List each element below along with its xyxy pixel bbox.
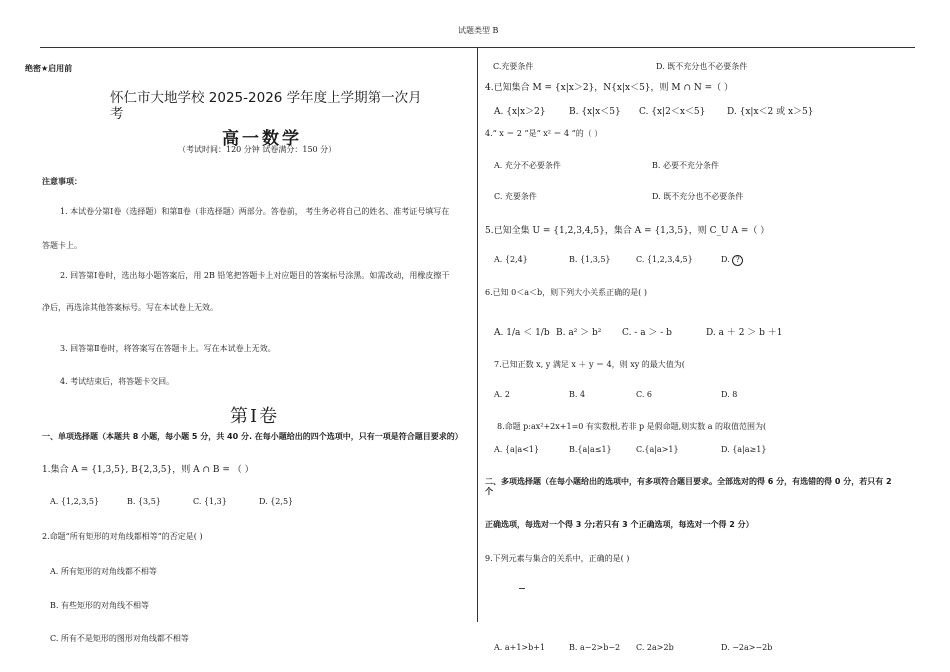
q2-option-c: C. 所有不是矩形的图形对角线都不相等 (50, 634, 189, 643)
q7-option-c: C. 6 (636, 390, 653, 399)
q3-option-d: D. 既不充分也不必要条件 (656, 62, 748, 71)
q5-option-a: A. {2,4} (494, 255, 528, 264)
q9-option-b: B. a−2>b−2 (569, 643, 621, 652)
question-1: 1.集合 A = {1,3,5}, B{2,3,5}，则 A ∩ B = （ ） (42, 465, 254, 475)
note-1b: 答题卡上。 (42, 241, 82, 250)
q4b-option-c: C. 充要条件 (494, 192, 537, 201)
q8-option-c: C.{a|a>1} (636, 445, 679, 454)
note-3: 3. 回答第Ⅱ卷时，将答案写在答题卡上。写在本试卷上无效。 (60, 344, 276, 353)
note-4: 4. 考试结束后，将答题卡交回。 (60, 377, 175, 386)
q7-option-a: A. 2 (494, 390, 510, 399)
question-8: 8.命题 p:ax²+2x+1=0 有实数根,若非 p 是假命题,则实数 a 的取值范围为( (497, 422, 767, 431)
section2-heading-line3: 正确选项，每选对一个得 3 分;若只有 3 个正确选项，每选对一个得 2 分） (485, 520, 754, 529)
q8-option-b: B.{a|a≤1} (569, 445, 612, 454)
q5-option-d: D. ? (721, 255, 743, 266)
subject-title: 高一数学 (222, 129, 302, 149)
question-4b: 4.“ x ＝ 2 ”是“ x² ＝ 4 ”的（ ） (485, 129, 603, 138)
section2-heading-line1: 二、多项选择题（在每小题给出的选项中，有多项符合题目要求。全部选对的得 6 分，有选错的得 0 分，若只有 2 (485, 477, 892, 486)
q1-option-c: C. {1,3} (193, 497, 227, 506)
q6-option-b: B. a² ＞ b² (556, 328, 602, 338)
q9-option-a: A. a+1>b+1 (494, 643, 546, 652)
paper-type-label: 试题类型 B (458, 26, 499, 35)
q4b-option-a: A. 充分不必要条件 (494, 161, 561, 170)
question-2: 2.命题“所有矩形的对角线都相等”的否定是( ) (42, 532, 203, 541)
q2-option-a: A. 所有矩形的对角线都不相等 (50, 567, 157, 576)
exam-title-line1: 怀仁市大地学校 2025-2026 学年度上学期第一次月 (110, 90, 422, 106)
q6-option-c: C. - a ＞ - b (622, 328, 672, 338)
exam-info: （考试时间：120 分钟 试卷满分：150 分） (178, 145, 337, 154)
section1-heading: 一、单项选择题（本题共 8 小题，每小题 5 分，共 40 分. 在每小题给出的四个选项中，只有一项是符合题目要求的） (42, 432, 463, 441)
q1-option-b: B. {3,5} (127, 497, 161, 506)
q9-option-d: D. −2a>−2b (721, 643, 773, 652)
q4-option-c: C. {x|2＜x＜5} (639, 107, 706, 117)
q4-option-d: D. {x|x＜2 或 x＞5} (727, 107, 814, 117)
broken-glyph-icon: ? (732, 255, 743, 266)
q6-option-a: A. 1/a ＜ 1/b (494, 328, 550, 338)
q5-option-b: B. {1,3,5} (569, 255, 611, 264)
note-2a: 2. 回答第Ⅰ卷时，选出每小题答案后，用 2B 铅笔把答题卡上对应题目的答案标号涂黑。如需改动，用橡皮擦干 (60, 271, 450, 280)
q4-option-a: A. {x|x＞2} (494, 107, 546, 117)
q4b-option-d: D. 既不充分也不必要条件 (652, 192, 744, 201)
exam-title-line2: 考 (110, 106, 124, 122)
question-5: 5.已知全集 U = {1,2,3,4,5}，集合 A = {1,3,5}，则 C_U A =（ ） (485, 226, 770, 236)
notes-title: 注意事项： (42, 177, 82, 186)
volume-heading: 第Ⅰ卷 (230, 406, 280, 427)
secret-label: 绝密★启用前 (25, 64, 73, 73)
q4b-option-b: B. 必要不充分条件 (652, 161, 719, 170)
q2-option-b: B. 有些矩形的对角线不相等 (50, 601, 149, 610)
q6-option-d: D. a ＋ 2 ＞ b ＋1 (706, 328, 783, 338)
q8-option-d: D. {a|a≥1} (721, 445, 767, 454)
q1-option-a: A. {1,2,3,5} (50, 497, 100, 506)
note-1a: 1. 本试卷分第Ⅰ卷（选择题）和第Ⅱ卷（非选择题）两部分。答卷前， 考生务必将自己的姓名、准考证号填写在 (60, 207, 450, 216)
question-7: 7.已知正数 x, y 满足 x ＋ y ＝ 4，则 xy 的最大值为( (494, 360, 685, 369)
question-9: 9.下列元素与集合的关系中，正确的是( ) (485, 554, 630, 563)
q3-option-c: C.充要条件 (493, 62, 534, 71)
q5-option-c: C. {1,2,3,4,5} (636, 255, 693, 264)
question-6: 6.已知 0＜a＜b，则下列大小关系正确的是( ) (485, 288, 647, 297)
q9-option-c: C. 2a>2b (636, 643, 674, 652)
question-4: 4.已知集合 M = {x|x＞2}，N{x|x＜5}，则 M ∩ N =（ ） (485, 83, 734, 93)
q7-option-d: D. 8 (721, 390, 738, 399)
q4-option-b: B. {x|x＜5} (569, 107, 621, 117)
section2-heading-line2: 个 (485, 487, 493, 496)
dash-mark (519, 588, 525, 589)
q7-option-b: B. 4 (569, 390, 586, 399)
q8-option-a: A. {a|a<1} (494, 445, 540, 454)
q1-option-d: D. {2,5} (259, 497, 294, 506)
note-2b: 净后，再选涂其他答案标号。写在本试卷上无效。 (42, 303, 218, 312)
column-divider (477, 48, 478, 622)
